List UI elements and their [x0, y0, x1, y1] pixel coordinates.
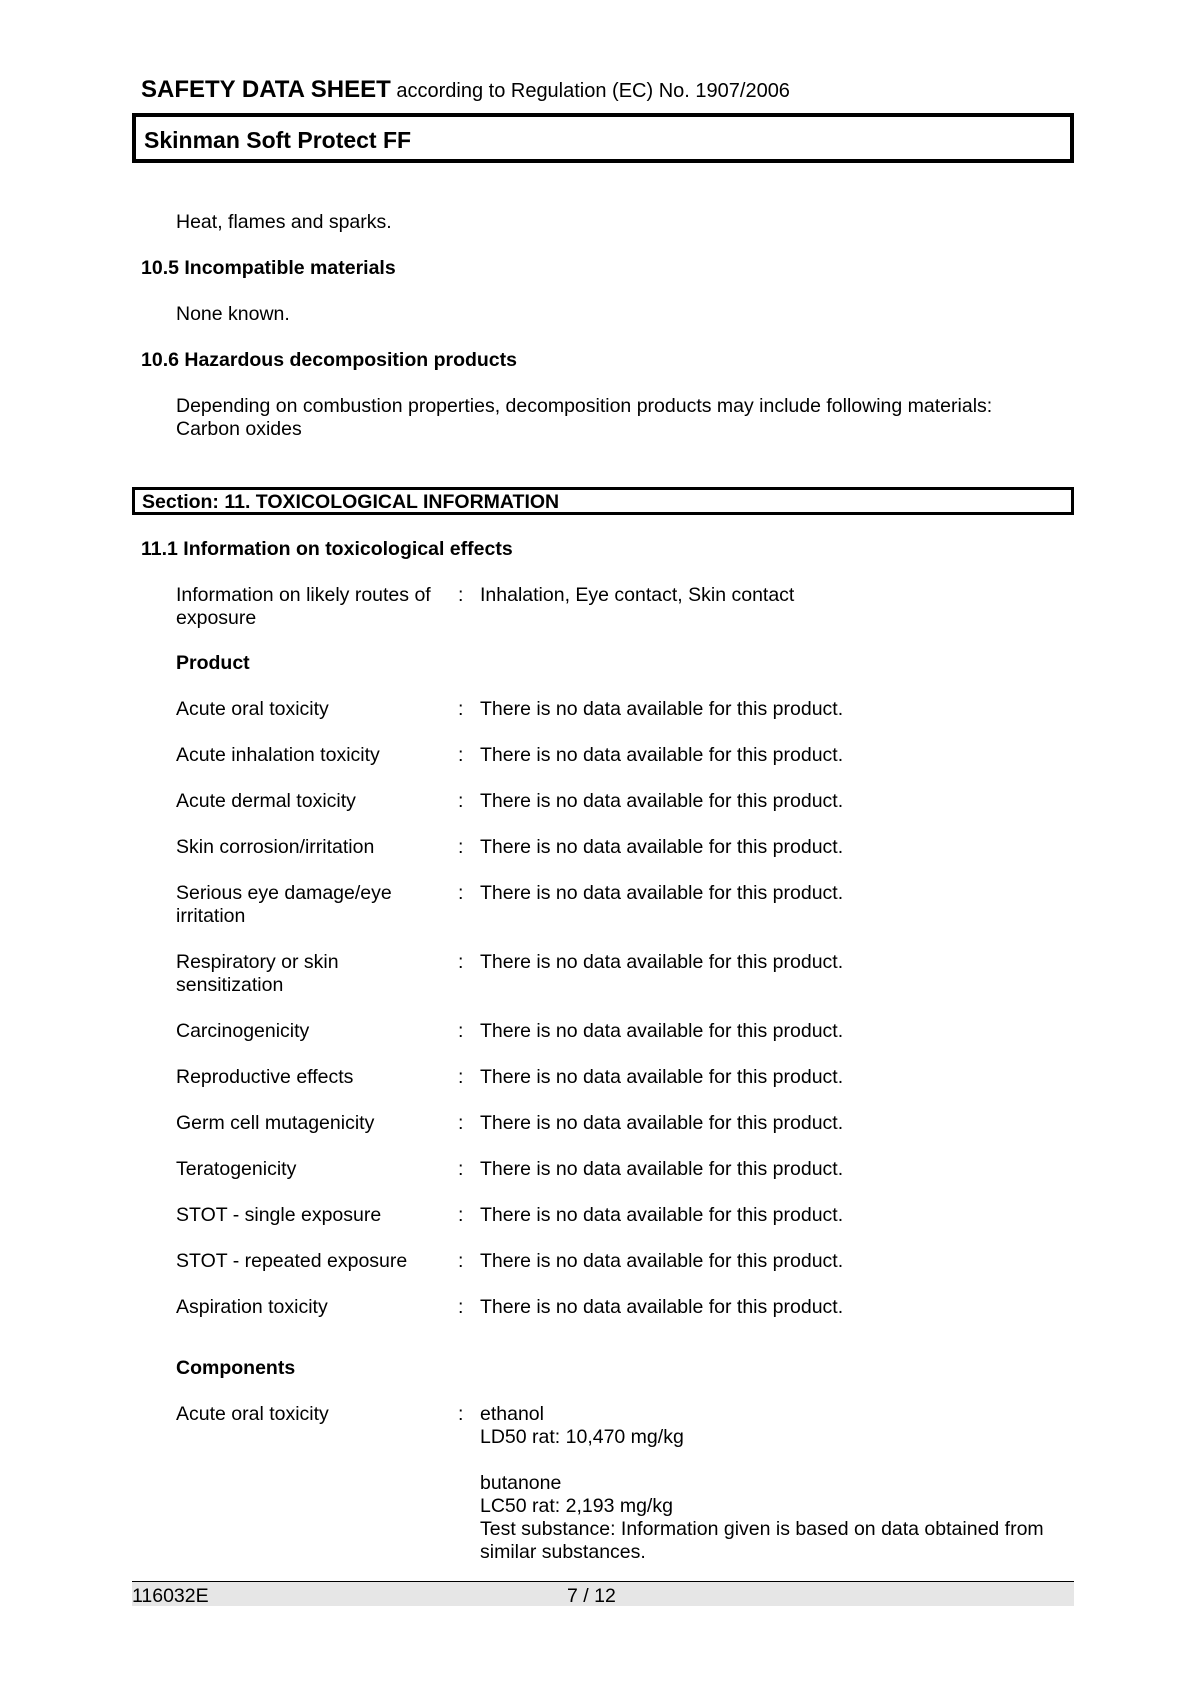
component-2-name: butanone	[480, 1472, 562, 1494]
product-row-label: STOT - repeated exposure	[176, 1250, 408, 1272]
product-row-value: There is no data available for this product.	[480, 1296, 844, 1318]
product-row-colon: :	[458, 1204, 464, 1226]
product-row-label-cont: irritation	[176, 905, 246, 927]
product-row-label: STOT - single exposure	[176, 1204, 382, 1226]
product-row-label: Respiratory or skin	[176, 951, 339, 973]
sds-title: SAFETY DATA SHEET	[141, 76, 391, 103]
product-row-label: Acute inhalation toxicity	[176, 744, 380, 766]
product-row-colon: :	[458, 698, 464, 720]
product-row-colon: :	[458, 951, 464, 973]
product-row-colon: :	[458, 1296, 464, 1318]
product-row-colon: :	[458, 1158, 464, 1180]
product-name: Skinman Soft Protect FF	[132, 113, 1074, 163]
heading-10-6: 10.6 Hazardous decomposition products	[141, 349, 517, 371]
component-1-value: LD50 rat: 10,470 mg/kg	[480, 1426, 684, 1448]
product-row-label: Carcinogenicity	[176, 1020, 310, 1042]
routes-value: Inhalation, Eye contact, Skin contact	[480, 584, 795, 606]
product-row-value: There is no data available for this product.	[480, 1204, 844, 1226]
incompatible-text: None known.	[176, 303, 290, 325]
product-row-label: Skin corrosion/irritation	[176, 836, 375, 858]
routes-label-line-1: Information on likely routes of	[176, 584, 431, 606]
product-row-value: There is no data available for this product.	[480, 1158, 844, 1180]
product-row-colon: :	[458, 836, 464, 858]
heading-11-1: 11.1 Information on toxicological effects	[141, 538, 513, 560]
section-11-title: Section: 11. TOXICOLOGICAL INFORMATION	[132, 487, 1074, 515]
product-row-colon: :	[458, 1020, 464, 1042]
components-heading: Components	[176, 1357, 296, 1379]
decomposition-line-1: Depending on combustion properties, decomposition products may include following materials:	[176, 395, 993, 417]
components-oral-colon: :	[458, 1403, 464, 1425]
product-row-value: There is no data available for this product.	[480, 951, 844, 973]
sds-header	[141, 76, 790, 104]
product-row-value: There is no data available for this product.	[480, 836, 844, 858]
component-2-note-line-1: Test substance: Information given is based on data obtained from	[480, 1518, 1044, 1540]
footer-divider	[132, 1581, 1074, 1582]
routes-label-line-2: exposure	[176, 607, 257, 629]
product-row-value: There is no data available for this product.	[480, 1066, 844, 1088]
product-row-label: Germ cell mutagenicity	[176, 1112, 375, 1134]
product-row-label: Reproductive effects	[176, 1066, 354, 1088]
product-row-label: Acute dermal toxicity	[176, 790, 356, 812]
product-row-value: There is no data available for this product.	[480, 1020, 844, 1042]
product-row-colon: :	[458, 882, 464, 904]
heading-10-5: 10.5 Incompatible materials	[141, 257, 396, 279]
product-row-colon: :	[458, 1250, 464, 1272]
product-row-value: There is no data available for this product.	[480, 882, 844, 904]
product-row-label-cont: sensitization	[176, 974, 284, 996]
product-row-colon: :	[458, 1112, 464, 1134]
routes-colon: :	[458, 584, 464, 606]
product-row-colon: :	[458, 744, 464, 766]
product-row-label: Acute oral toxicity	[176, 698, 329, 720]
conditions-text: Heat, flames and sparks.	[176, 211, 392, 233]
product-row-value: There is no data available for this product.	[480, 1250, 844, 1272]
product-row-value: There is no data available for this product.	[480, 744, 844, 766]
product-row-value: There is no data available for this product.	[480, 698, 844, 720]
product-row-value: There is no data available for this product.	[480, 1112, 844, 1134]
component-1-name: ethanol	[480, 1403, 544, 1425]
decomposition-line-2: Carbon oxides	[176, 418, 302, 440]
product-row-label: Aspiration toxicity	[176, 1296, 328, 1318]
components-oral-label: Acute oral toxicity	[176, 1403, 329, 1425]
component-2-note-line-2: similar substances.	[480, 1541, 646, 1563]
product-row-colon: :	[458, 1066, 464, 1088]
footer-doc-id: 116032E	[132, 1585, 209, 1607]
footer-page-number: 7 / 12	[567, 1585, 616, 1607]
product-row-label: Teratogenicity	[176, 1158, 297, 1180]
component-2-value: LC50 rat: 2,193 mg/kg	[480, 1495, 673, 1517]
product-row-value: There is no data available for this product.	[480, 790, 844, 812]
product-heading: Product	[176, 652, 250, 674]
regulation-text: according to Regulation (EC) No. 1907/2006	[396, 80, 790, 102]
product-row-label: Serious eye damage/eye	[176, 882, 392, 904]
product-row-colon: :	[458, 790, 464, 812]
